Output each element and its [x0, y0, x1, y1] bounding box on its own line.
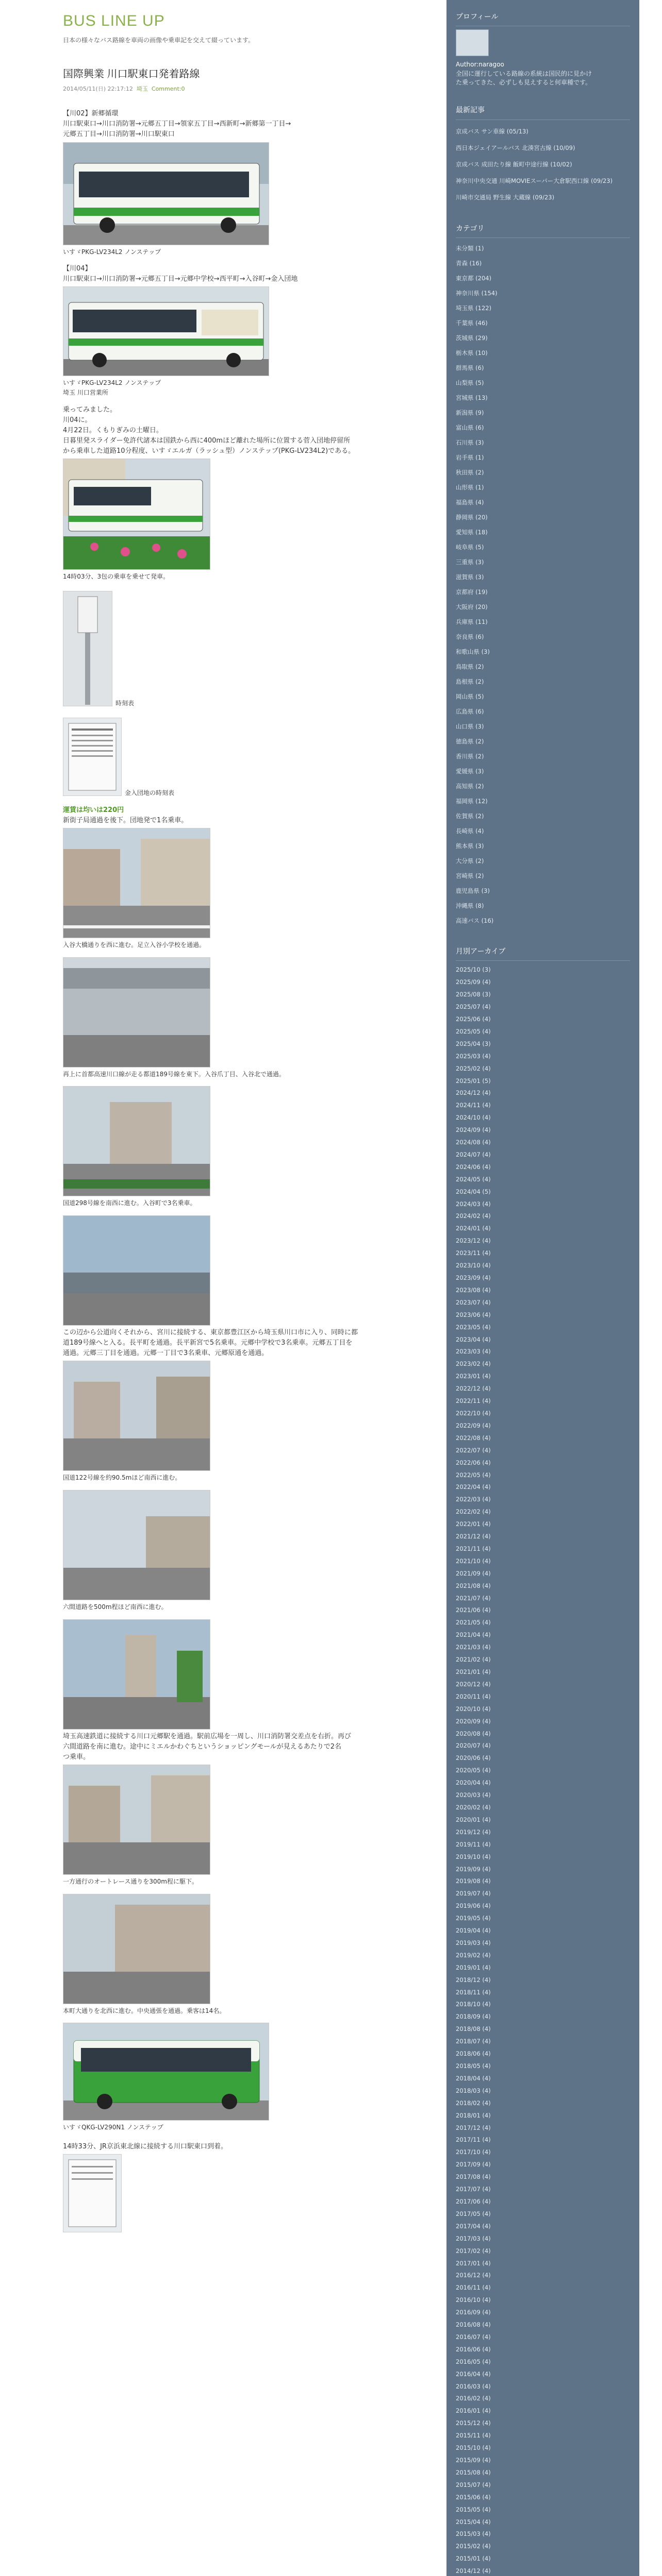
sidebar — [446, 0, 639, 2576]
timetable-photo-2-image — [63, 2155, 121, 2232]
archive-link[interactable]: 2017/10 (4) — [456, 2148, 491, 2156]
archive-link[interactable]: 2020/12 (4) — [456, 1680, 491, 1688]
archive-link[interactable]: 2015/09 (4) — [456, 2456, 491, 2464]
category-link[interactable]: 大分県 (2) — [456, 857, 484, 865]
archive-link[interactable]: 2023/08 (4) — [456, 1286, 491, 1294]
post-title[interactable]: 国際興業 川口駅東口発着路線 — [63, 69, 200, 80]
recent-post-link[interactable]: 京成バス 成田たり線 飯町中途行線 (10/02) — [456, 160, 572, 168]
archive-link[interactable]: 2021/01 (4) — [456, 1668, 491, 1676]
archive-link[interactable]: 2017/09 (4) — [456, 2161, 491, 2168]
category-link[interactable]: 茨城県 (29) — [456, 334, 488, 342]
archive-link[interactable]: 2019/01 (4) — [456, 1963, 491, 1971]
archive-link[interactable]: 2021/10 (4) — [456, 1557, 491, 1565]
post-date: 2014/05/11(日) 22:17:12 — [63, 86, 133, 93]
archive-link[interactable]: 2023/02 (4) — [456, 1360, 491, 1368]
category-link[interactable]: 香川県 (2) — [456, 753, 484, 760]
archive-link[interactable]: 2025/04 (3) — [456, 1040, 491, 1047]
archive-link[interactable]: 2023/04 (4) — [456, 1335, 491, 1343]
archive-link[interactable]: 2020/11 (4) — [456, 1692, 491, 1700]
archive-link[interactable]: 2025/03 (4) — [456, 1052, 491, 1060]
bus-photo-1-image — [63, 143, 269, 245]
archive-link[interactable]: 2024/02 (4) — [456, 1212, 491, 1220]
archive-link[interactable]: 2016/06 (4) — [456, 2345, 491, 2353]
archive-link[interactable]: 2015/07 (4) — [456, 2481, 491, 2488]
category-link[interactable]: 広島県 (6) — [456, 708, 484, 716]
archive-link[interactable]: 2020/09 (4) — [456, 1717, 491, 1725]
category-link[interactable]: 山口県 (3) — [456, 723, 484, 731]
street-photo-9-caption: 本町大通りを北西に進む。中央通張を通過。乗客は14名。 — [63, 2007, 226, 2014]
archive-link[interactable]: 2019/10 (4) — [456, 1853, 491, 1860]
profile-avatar[interactable] — [456, 29, 489, 56]
category-link[interactable]: 千葉県 (46) — [456, 319, 488, 327]
timetable-photo-2[interactable] — [63, 2154, 122, 2232]
archive-link[interactable]: 2022/09 (4) — [456, 1421, 491, 1429]
archive-link[interactable]: 2019/11 (4) — [456, 1840, 491, 1848]
archive-link[interactable]: 2023/09 (4) — [456, 1274, 491, 1282]
street-photo-7[interactable] — [63, 1619, 210, 1730]
category-link[interactable]: 愛知県 (18) — [456, 529, 488, 536]
archive-link[interactable]: 2022/10 (4) — [456, 1409, 491, 1417]
archive-link[interactable]: 2018/11 (4) — [456, 1988, 491, 1996]
recent-post-link[interactable]: 西日本ジェイアールバス 北湊宮古線 (10/09) — [456, 144, 575, 151]
archive-link[interactable]: 2020/06 (4) — [456, 1754, 491, 1762]
timetable-photo[interactable] — [63, 718, 122, 796]
archive-link[interactable]: 2018/10 (4) — [456, 2001, 491, 2008]
bus-photo-4-image — [63, 2023, 269, 2120]
category-link[interactable]: 熊本県 (3) — [456, 842, 484, 850]
category-link[interactable]: 徳島県 (2) — [456, 738, 484, 745]
archive-link[interactable]: 2014/12 (4) — [456, 2567, 491, 2575]
archive-link[interactable]: 2020/05 (4) — [456, 1767, 491, 1774]
post-category-link[interactable]: 埼玉 — [136, 86, 148, 93]
archive-link[interactable]: 2020/02 (4) — [456, 1803, 491, 1811]
category-link[interactable]: 埼玉県 (122) — [456, 304, 492, 312]
archive-link[interactable]: 2018/09 (4) — [456, 2013, 491, 2021]
street-photo-1-image — [63, 828, 210, 938]
category-link[interactable]: 東京都 (204) — [456, 275, 492, 282]
archive-link[interactable]: 2021/04 (4) — [456, 1631, 491, 1639]
archive-link[interactable]: 2018/04 (4) — [456, 2074, 491, 2082]
street-photo-1[interactable] — [63, 828, 210, 938]
archive-list — [456, 964, 630, 2576]
category-heading: カテゴリ — [456, 206, 630, 238]
street-photo-8-image — [63, 1765, 210, 1874]
archive-link[interactable]: 2016/09 (4) — [456, 2309, 491, 2316]
archive-link[interactable]: 2017/05 (4) — [456, 2210, 491, 2217]
bus-stop-pole-photo[interactable] — [63, 591, 112, 706]
archive-link[interactable]: 2018/03 (4) — [456, 2087, 491, 2094]
archive-link[interactable]: 2021/05 (4) — [456, 1619, 491, 1626]
ride-route-line: 川04に。 — [63, 416, 92, 424]
category-link[interactable]: 兵庫県 (11) — [456, 618, 488, 626]
archive-link[interactable]: 2015/06 (4) — [456, 2493, 491, 2501]
post-meta — [63, 84, 444, 93]
archive-link[interactable]: 2019/06 (4) — [456, 1902, 491, 1910]
archive-link[interactable]: 2016/05 (4) — [456, 2358, 491, 2365]
category-link[interactable]: 奈良県 (6) — [456, 633, 484, 641]
blog-title[interactable]: BUS LINE UP — [63, 12, 165, 29]
category-link[interactable]: 福島県 (4) — [456, 499, 484, 506]
archive-link[interactable]: 2015/01 (4) — [456, 2555, 491, 2563]
category-link[interactable]: 宮崎県 (2) — [456, 872, 484, 880]
archive-link[interactable]: 2018/06 (4) — [456, 2050, 491, 2058]
bus-photo-2-image — [63, 287, 269, 376]
archive-link[interactable]: 2019/12 (4) — [456, 1828, 491, 1836]
bus-photo-3-image — [63, 459, 210, 569]
archive-link[interactable]: 2022/12 (4) — [456, 1385, 491, 1393]
bus-stop-pole-image — [63, 591, 112, 706]
archive-section — [446, 928, 639, 2576]
bus-photo-1[interactable] — [63, 142, 269, 245]
category-link[interactable]: 京都府 (19) — [456, 588, 488, 596]
category-link[interactable]: 岐阜県 (5) — [456, 544, 484, 551]
archive-link[interactable]: 2015/03 (4) — [456, 2530, 491, 2538]
archive-link[interactable]: 2025/08 (3) — [456, 991, 491, 998]
street-photo-5-image — [63, 1361, 210, 1470]
timetable-thumb-row-2 — [63, 716, 444, 798]
archive-link[interactable]: 2018/01 (4) — [456, 2111, 491, 2119]
timetable-thumb-caption-2: 金入団地の時刻表 — [125, 789, 175, 797]
narrative-2: この辺から公道向くそれから、宮川に接続する、東京都豊江区から埼玉県川口市に入り、同時に都 道189号線へと入る。長平町を通過。長平新宮で5名乗車。元郷中学校で3名乗車。元郷五丁目を 通過。元郷三丁目を通過。元郷一丁目で3名乗車、元郷原通を通過。 — [63, 1328, 358, 1358]
bus-photo-3[interactable] — [63, 459, 210, 570]
archive-link[interactable]: 2022/03 (4) — [456, 1496, 491, 1503]
archive-link[interactable]: 2019/05 (4) — [456, 1914, 491, 1922]
category-link[interactable]: 鹿児島県 (3) — [456, 887, 490, 895]
street-photo-6[interactable] — [63, 1490, 210, 1600]
archive-link[interactable]: 2023/06 (4) — [456, 1311, 491, 1318]
archive-link[interactable]: 2022/07 (4) — [456, 1446, 491, 1454]
archive-link[interactable]: 2021/08 (4) — [456, 1582, 491, 1589]
category-link[interactable]: 山形県 (1) — [456, 484, 484, 492]
narrative-1: 4月22日。くもりぎみの土曜日。 日暮里発スライダー免許代諸本は国鉄から西に400mほど離れた場所に位置する菅入団地停留所 から乗車した道路10分程度、いすゞエルガ（ラッシュ型）ノンステップ(PKG-LV234L2)である。 — [63, 426, 355, 455]
bus-photo-1-caption: いすゞPKG-LV234L2 ノンステップ — [63, 248, 161, 256]
archive-link[interactable]: 2022/11 (4) — [456, 1397, 491, 1405]
street-photo-3-caption: 国道298号線を南西に進む。入谷町で3名乗車。 — [63, 1199, 196, 1207]
archive-link[interactable]: 2023/12 (4) — [456, 1237, 491, 1245]
archive-link[interactable]: 2018/02 (4) — [456, 2099, 491, 2107]
archive-link[interactable]: 2020/04 (4) — [456, 1779, 491, 1787]
archive-link[interactable]: 2023/01 (4) — [456, 1372, 491, 1380]
archive-link[interactable]: 2018/12 (4) — [456, 1976, 491, 1984]
timetable-thumb-caption-1: 時刻表 — [115, 700, 135, 707]
street-photo-2-caption: 再上に首都高速川口線が走る都道189号線を東下。入谷爪丁目、入谷北で通過。 — [63, 1070, 285, 1078]
archive-link[interactable]: 2024/04 (5) — [456, 1188, 491, 1195]
archive-link[interactable]: 2025/06 (4) — [456, 1015, 491, 1023]
archive-link[interactable]: 2016/11 (4) — [456, 2284, 491, 2292]
category-link[interactable]: 高知県 (2) — [456, 783, 484, 790]
archive-link[interactable]: 2024/01 (4) — [456, 1225, 491, 1232]
category-link[interactable]: 滋賀県 (3) — [456, 573, 484, 581]
archive-link[interactable]: 2015/11 (4) — [456, 2432, 491, 2439]
archive-link[interactable]: 2024/08 (4) — [456, 1139, 491, 1146]
category-link[interactable]: 未分類 (1) — [456, 245, 484, 252]
fare-heading: 運賃は均いは220円 — [63, 806, 124, 814]
archive-link[interactable]: 2015/04 (4) — [456, 2518, 491, 2526]
category-section — [446, 206, 639, 928]
profile-name[interactable]: Author:naragoo — [456, 61, 504, 69]
archive-link[interactable]: 2024/10 (4) — [456, 1114, 491, 1122]
category-link[interactable]: 和歌山県 (3) — [456, 648, 490, 656]
timetable-thumb-row-1 — [63, 589, 444, 708]
archive-link[interactable]: 2021/02 (4) — [456, 1656, 491, 1664]
category-link[interactable]: 秋田県 (2) — [456, 469, 484, 477]
archive-link[interactable]: 2018/08 (4) — [456, 2025, 491, 2033]
category-link[interactable]: 青森 (16) — [456, 260, 482, 267]
archive-link[interactable]: 2017/02 (4) — [456, 2247, 491, 2255]
archive-link[interactable]: 2017/06 (4) — [456, 2197, 491, 2205]
archive-link[interactable]: 2023/07 (4) — [456, 1298, 491, 1306]
archive-link[interactable]: 2015/05 (4) — [456, 2505, 491, 2513]
archive-link[interactable]: 2024/09 (4) — [456, 1126, 491, 1134]
archive-link[interactable]: 2021/12 (4) — [456, 1533, 491, 1540]
archive-link[interactable]: 2022/02 (4) — [456, 1508, 491, 1516]
archive-link[interactable]: 2019/07 (4) — [456, 1890, 491, 1897]
archive-link[interactable]: 2021/06 (4) — [456, 1606, 491, 1614]
street-photo-4[interactable] — [63, 1215, 210, 1326]
recent-posts-section — [446, 87, 639, 205]
narrative-3: 埼玉高速鉄道に接続する川口元郷駅を通過。駅前広場を一周し、川口消防署交差点を右折。再び 六間道路を南に進む。途中にミエルかわぐちというショッピングモールが見えるあたりで2名 つ乗車。 — [63, 1732, 352, 1761]
archive-link[interactable]: 2024/05 (4) — [456, 1175, 491, 1183]
archive-link[interactable]: 2016/03 (4) — [456, 2382, 491, 2390]
archive-link[interactable]: 2019/08 (4) — [456, 1877, 491, 1885]
category-link[interactable]: 岡山県 (5) — [456, 693, 484, 701]
archive-link[interactable]: 2023/11 (4) — [456, 1249, 491, 1257]
archive-link[interactable]: 2016/07 (4) — [456, 2333, 491, 2341]
profile-heading: プロフィール — [456, 0, 630, 26]
street-photo-9-image — [63, 1894, 210, 2004]
street-photo-4-image — [63, 1216, 210, 1325]
category-list — [456, 241, 630, 928]
category-link[interactable]: 静岡県 (20) — [456, 514, 488, 521]
street-photo-7-image — [63, 1620, 210, 1729]
archive-link[interactable]: 2021/09 (4) — [456, 1569, 491, 1577]
post-body — [63, 109, 444, 2232]
category-link[interactable]: 神奈川県 (154) — [456, 290, 498, 297]
archive-link[interactable]: 2023/03 (4) — [456, 1348, 491, 1355]
street-photo-6-caption: 六間道路を500m程ほど南西に進む。 — [63, 1603, 168, 1611]
archive-link[interactable]: 2016/12 (4) — [456, 2272, 491, 2279]
category-link[interactable]: 佐賀県 (2) — [456, 812, 484, 820]
category-link[interactable]: 栃木県 (10) — [456, 349, 488, 357]
archive-link[interactable]: 2024/06 (4) — [456, 1163, 491, 1171]
archive-link[interactable]: 2025/02 (4) — [456, 1064, 491, 1072]
archive-link[interactable]: 2024/12 (4) — [456, 1089, 491, 1097]
archive-link[interactable]: 2023/10 (4) — [456, 1262, 491, 1269]
archive-link[interactable]: 2017/01 (4) — [456, 2259, 491, 2267]
archive-link[interactable]: 2019/09 (4) — [456, 1865, 491, 1873]
archive-link[interactable]: 2015/08 (4) — [456, 2468, 491, 2476]
archive-link[interactable]: 2017/03 (4) — [456, 2234, 491, 2242]
archive-link[interactable]: 2021/03 (4) — [456, 1643, 491, 1651]
route-intro-kawa02: 【川02】新郷循環 川口駅東口→川口消防署→元郷五丁目→領家五丁目→西新町→新郷第一丁目→ 元郷五丁目→川口消防署→川口駅東口 — [63, 110, 291, 139]
archive-link[interactable]: 2024/11 (4) — [456, 1101, 491, 1109]
street-photo-2[interactable] — [63, 957, 210, 1067]
narrative-4: 14時33分、JR京浜東北線に接続する川口駅東口到着。 — [63, 2142, 227, 2150]
route-intro-kawa04: 【川04】 川口駅東口→川口消防署→元郷五丁目→元郷中学校→西平町→入谷町→金入団地 — [63, 265, 298, 283]
category-link[interactable]: 高速バス (16) — [456, 917, 494, 925]
archive-link[interactable]: 2020/08 (4) — [456, 1730, 491, 1737]
archive-link[interactable]: 2022/06 (4) — [456, 1459, 491, 1466]
archive-link[interactable]: 2016/04 (4) — [456, 2370, 491, 2378]
archive-link[interactable]: 2020/10 (4) — [456, 1705, 491, 1713]
archive-link[interactable]: 2025/01 (5) — [456, 1077, 491, 1084]
street-photo-6-image — [63, 1490, 210, 1600]
ride-intro-line: 乗ってみました。 — [63, 405, 117, 414]
archive-link[interactable]: 2018/07 (4) — [456, 2038, 491, 2045]
archive-link[interactable]: 2015/10 (4) — [456, 2444, 491, 2452]
profile-description: 全国に運行している路線の系統は国民的に見かけ た乗ってきた、必ずしも見えすると何車種です。 — [456, 70, 592, 87]
archive-link[interactable]: 2020/03 (4) — [456, 1791, 491, 1799]
street-photo-8[interactable] — [63, 1765, 210, 1875]
category-link[interactable]: 三重県 (3) — [456, 558, 484, 566]
fare-text: 新街子局通過を後下。団地発で1名乗車。 — [63, 817, 188, 825]
bus-photo-2-caption: いすゞPKG-LV234L2 ノンステップ 埼玉 川口営業所 — [63, 379, 161, 397]
archive-link[interactable]: 2020/07 (4) — [456, 1742, 491, 1750]
main-column — [63, 0, 444, 2576]
archive-link[interactable]: 2017/07 (4) — [456, 2185, 491, 2193]
street-photo-5[interactable] — [63, 1361, 210, 1471]
category-link[interactable]: 岩手県 (1) — [456, 454, 484, 462]
profile-section — [446, 0, 639, 87]
street-photo-8-caption: 一方通行のオートレース通りを300m程に駆下。 — [63, 1878, 198, 1886]
archive-link[interactable]: 2015/12 (4) — [456, 2419, 491, 2427]
archive-link[interactable]: 2019/03 (4) — [456, 1939, 491, 1946]
post-comments-link[interactable]: Comment:0 — [151, 86, 185, 93]
street-photo-5-caption: 国道122号線を約90.5mほど南西に進む。 — [63, 1474, 181, 1482]
archive-link[interactable]: 2024/07 (4) — [456, 1150, 491, 1158]
recent-post-link[interactable]: 神奈川中央交通 川崎MOVIEスーパー大倉駅西口線 (09/23) — [456, 177, 613, 184]
archive-link[interactable]: 2025/05 (4) — [456, 1027, 491, 1035]
category-link[interactable]: 長崎県 (4) — [456, 827, 484, 835]
recent-post-link[interactable]: 京成バス サン車線 (05/13) — [456, 127, 528, 135]
archive-link[interactable]: 2025/09 (4) — [456, 978, 491, 986]
category-link[interactable]: 島根県 (2) — [456, 678, 484, 686]
archive-link[interactable]: 2022/01 (4) — [456, 1520, 491, 1528]
blog-description: 日本の様々なバス路線を車両の画像や乗車記を交えて綴っています。 — [63, 36, 255, 44]
archive-link[interactable]: 2025/10 (3) — [456, 966, 491, 974]
bus-photo-4[interactable] — [63, 2023, 269, 2121]
archive-heading: 月別アーカイブ — [456, 928, 630, 961]
archive-link[interactable]: 2016/01 (4) — [456, 2407, 491, 2415]
recent-post-link[interactable]: 川崎市交通局 野生線 大蔵線 (09/23) — [456, 193, 555, 201]
street-photo-3-image — [63, 1087, 210, 1196]
street-photo-3[interactable] — [63, 1086, 210, 1196]
archive-link[interactable]: 2016/08 (4) — [456, 2321, 491, 2329]
archive-link[interactable]: 2019/04 (4) — [456, 1927, 491, 1935]
category-link[interactable]: 山梨県 (5) — [456, 379, 484, 387]
archive-link[interactable]: 2019/02 (4) — [456, 1951, 491, 1959]
timetable-image — [63, 718, 121, 795]
archive-link[interactable]: 2017/04 (4) — [456, 2222, 491, 2230]
category-link[interactable]: 新潟県 (9) — [456, 409, 484, 417]
bus-photo-2[interactable] — [63, 286, 269, 376]
category-link[interactable]: 愛媛県 (3) — [456, 768, 484, 775]
bus-photo-4-caption: いすゞQKG-LV290N1 ノンステップ — [63, 2124, 163, 2131]
archive-link[interactable]: 2021/07 (4) — [456, 1594, 491, 1602]
archive-link[interactable]: 2017/12 (4) — [456, 2124, 491, 2131]
category-link[interactable]: 福岡県 (12) — [456, 798, 488, 805]
category-link[interactable]: 沖縄県 (8) — [456, 902, 484, 910]
archive-link[interactable]: 2020/01 (4) — [456, 1816, 491, 1823]
category-link[interactable]: 鳥取県 (2) — [456, 663, 484, 671]
archive-link[interactable]: 2025/07 (4) — [456, 1003, 491, 1011]
bus-photo-3-caption: 14時03分、3包の乗車を乗せて発車。 — [63, 573, 170, 581]
recent-posts-heading: 最新記事 — [456, 87, 630, 120]
archive-link[interactable]: 2024/03 (4) — [456, 1200, 491, 1208]
archive-link[interactable]: 2022/05 (4) — [456, 1471, 491, 1479]
category-link[interactable]: 石川県 (3) — [456, 439, 484, 447]
archive-link[interactable]: 2022/08 (4) — [456, 1434, 491, 1442]
category-link[interactable]: 群馬県 (6) — [456, 364, 484, 372]
street-photo-9[interactable] — [63, 1894, 210, 2004]
archive-link[interactable]: 2022/04 (4) — [456, 1483, 491, 1491]
archive-link[interactable]: 2016/02 (4) — [456, 2395, 491, 2402]
archive-link[interactable]: 2018/05 (4) — [456, 2062, 491, 2070]
recent-posts-list — [456, 123, 630, 206]
archive-link[interactable]: 2016/10 (4) — [456, 2296, 491, 2304]
category-link[interactable]: 富山県 (6) — [456, 424, 484, 432]
archive-link[interactable]: 2017/08 (4) — [456, 2173, 491, 2181]
category-link[interactable]: 大阪府 (20) — [456, 603, 488, 611]
street-photo-1-caption: 入谷大橋通りを西に進む。足立入谷小学校を通過。 — [63, 941, 206, 949]
street-photo-2-image — [63, 958, 210, 1067]
category-link[interactable]: 宮城県 (13) — [456, 394, 488, 402]
archive-link[interactable]: 2015/02 (4) — [456, 2543, 491, 2550]
archive-link[interactable]: 2017/11 (4) — [456, 2136, 491, 2144]
archive-link[interactable]: 2021/11 (4) — [456, 1545, 491, 1552]
archive-link[interactable]: 2023/05 (4) — [456, 1323, 491, 1331]
